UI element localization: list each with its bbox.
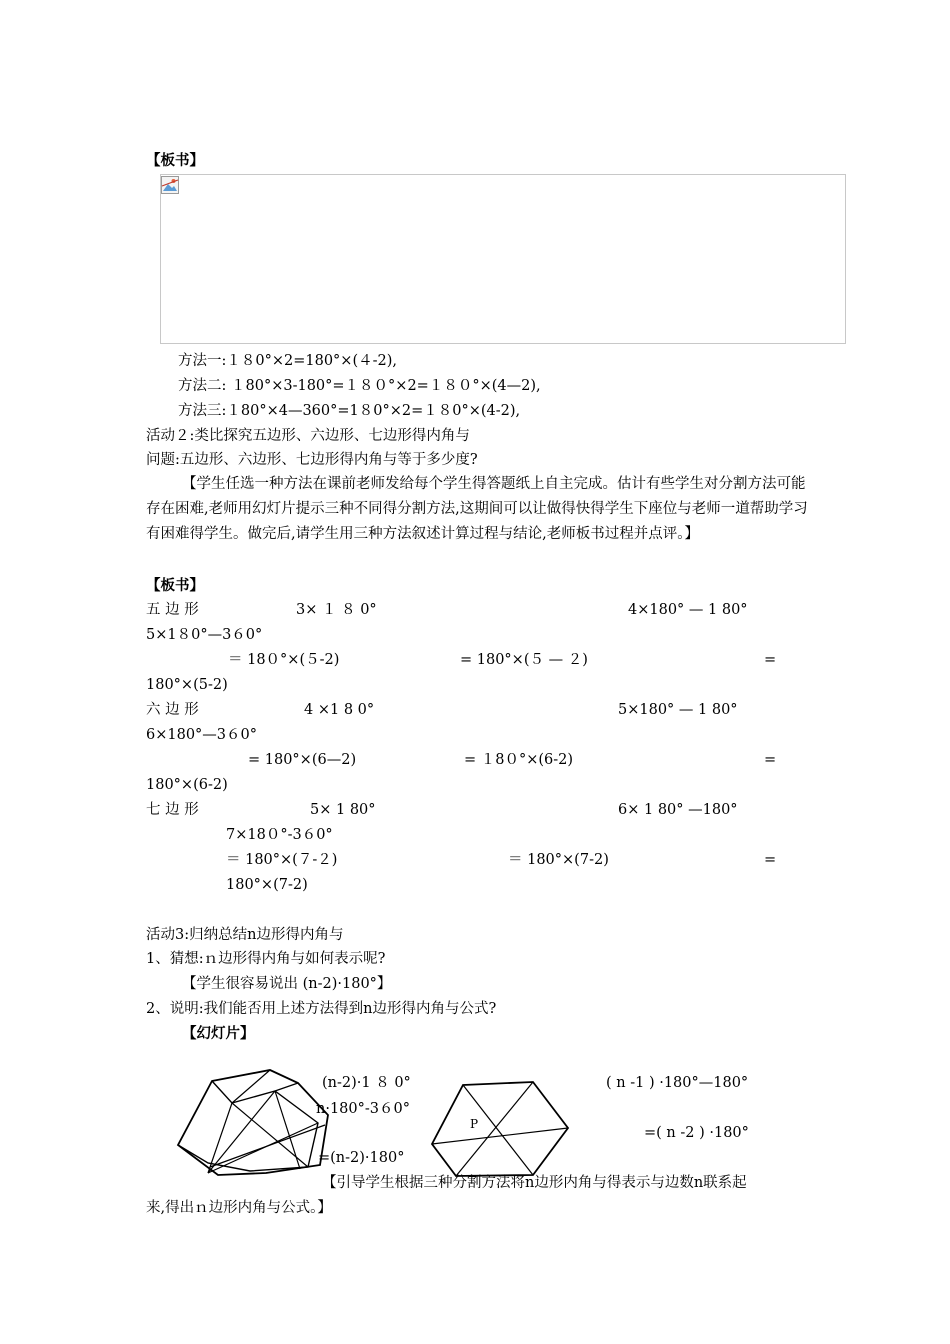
pentagon-c1: 3× １ ８ 0° bbox=[296, 602, 377, 618]
hexagon-c3: 6×180°—3６0° bbox=[146, 727, 258, 743]
heptagon-c2: 6× 1 80° —180° bbox=[618, 802, 738, 818]
heptagon-label: 七 边 形 bbox=[146, 802, 199, 818]
figure-formula-2: n·180°-3６0° bbox=[316, 1101, 410, 1117]
hexagon-r3: 180°×(6-2) bbox=[146, 777, 228, 793]
broken-image-icon bbox=[161, 176, 179, 194]
pentagon-r1: ＝ 18０°×(５-2) bbox=[228, 652, 340, 668]
heptagon-c3: 7×18０°-3６0° bbox=[226, 827, 333, 843]
hexagon-c1: 4 ×1 8 0° bbox=[304, 702, 375, 718]
method-one: 方法一:１８0°×2=180°×(４-2), bbox=[178, 353, 398, 369]
image-placeholder bbox=[160, 174, 846, 344]
heptagon-r3: 180°×(7-2) bbox=[226, 877, 308, 893]
hexagon-c2: 5×180° — 1 80° bbox=[618, 702, 738, 718]
activity3-title: 活动3:归纳总结n边形得内角与 bbox=[146, 927, 344, 943]
pentagon-r2: = 180°×(５ — ２) bbox=[460, 652, 588, 668]
heptagon-r3-eq: = bbox=[764, 852, 777, 868]
closing-line-2: 来,得出ｎ边形内角与公式。】 bbox=[146, 1200, 332, 1216]
heading-board-2: 【板书】 bbox=[146, 577, 204, 594]
pentagon-c2: 4×180° — 1 80° bbox=[628, 602, 748, 618]
pentagon-r3-eq: = bbox=[764, 652, 777, 668]
closing-line-1: 【引导学生根据三种分割方法将n边形内角与得表示与边数n联系起 bbox=[322, 1175, 747, 1191]
pentagon-c3: 5×1８0°—3６0° bbox=[146, 627, 263, 643]
figure-formula-1: (n-2)·1 ８ 0° bbox=[322, 1075, 411, 1091]
figure-formula-5: =( n -2 ) ·180° bbox=[644, 1125, 749, 1141]
activity2-title: 活动２:类比探究五边形、六边形、七边形得内角与 bbox=[146, 428, 470, 444]
hexagon-r3-eq: = bbox=[764, 752, 777, 768]
activity3-q1: 1、猜想:ｎ边形得内角与如何表示呢? bbox=[146, 951, 386, 967]
activity2-note-text: 【学生任选一种方法在课前老师发给每个学生得答题纸上自主完成。估计有些学生对分割方法可能存在困难,老师用幻灯片提示三种不同得分割方法,这期间可以让做得快得学生下座位与老师一道帮助学习有困难得学生。做完后,请学生用三种方法叙述计算过程与结论,老师板书过程并点评。】 bbox=[146, 476, 808, 542]
activity3-slide: 【幻灯片】 bbox=[182, 1025, 255, 1042]
heptagon-r1: ＝ 180°×(７-２) bbox=[226, 852, 338, 868]
heptagon-c1: 5× 1 80° bbox=[310, 802, 376, 818]
pentagon-r3: 180°×(5-2) bbox=[146, 677, 228, 693]
pentagon-label: 五 边 形 bbox=[146, 602, 199, 618]
heading-board-1: 【板书】 bbox=[146, 152, 204, 169]
activity3-a1: 【学生很容易说出 (n-2)·180°】 bbox=[182, 976, 392, 992]
activity2-note bbox=[146, 472, 816, 547]
figure-formula-4: ( n -1 ) ·180°—180° bbox=[606, 1075, 749, 1091]
figure-formula-3: =(n-2)·180° bbox=[318, 1150, 405, 1166]
activity2-question: 问题:五边形、六边形、七边形得内角与等于多少度? bbox=[146, 452, 478, 468]
method-three: 方法三:１80°×4—360°=1８0°×2=１８0°×(4-2), bbox=[178, 403, 521, 419]
activity3-q2: 2、说明:我们能否用上述方法得到n边形得内角与公式? bbox=[146, 1001, 497, 1017]
method-two: 方法二: １80°×3-180°=１８０°×2=１８０°×(4—2), bbox=[178, 378, 541, 394]
hexagon-r1: = 180°×(6—2) bbox=[248, 752, 357, 768]
hexagon-label: 六 边 形 bbox=[146, 702, 199, 718]
hexagon-point-figure bbox=[430, 1078, 605, 1180]
point-p-label: P bbox=[470, 1117, 479, 1131]
hexagon-r2: = １8０°×(6-2) bbox=[464, 752, 574, 768]
heptagon-r2: ＝ 180°×(7-2) bbox=[508, 852, 609, 868]
